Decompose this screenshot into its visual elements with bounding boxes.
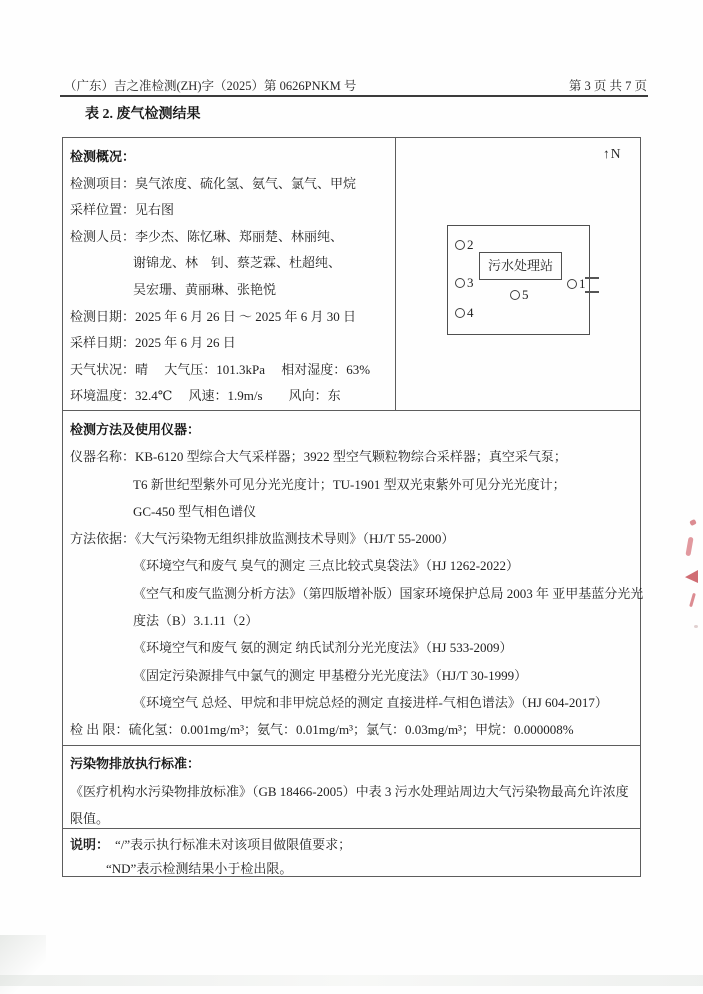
result-table	[62, 137, 644, 877]
overview-line-location: 采样位置：见右图	[70, 202, 175, 218]
methods-line-basis-cont: 《环境空气和废气 氨的测定 纳氏试剂分光光度法》（HJ 533-2009）	[133, 640, 513, 656]
sampling-point	[455, 238, 474, 251]
overview-heading: 检测概况：	[70, 149, 136, 164]
methods-line-basis-cont: 度法（B）3.1.11（2）	[133, 613, 259, 629]
sampling-point-circle-icon	[455, 278, 465, 288]
methods-line-basis-cont: 《环境空气 总烃、甲烷和非甲烷总烃的测定 直接进样-气相色谱法》（HJ 604-2017）	[133, 694, 608, 710]
methods-line-detection-limit: 检 出 限：硫化氢：0.001mg/m³；氨气：0.01mg/m³；氯气：0.03mg/m³；甲烷：0.000008%	[70, 722, 574, 738]
overview-line-temperature: 环境温度：32.4℃ 风速：1.9m/s 风向：东	[70, 388, 341, 404]
note-line: “ND”表示检测结果小于检出限。	[106, 861, 293, 876]
scan-artifact	[0, 975, 703, 986]
sampling-point-label: 4	[467, 305, 474, 320]
overview-line-staff-cont: 谢锦龙、林 钊、蔡芝霖、杜超纯、	[133, 255, 342, 271]
north-indicator	[603, 146, 622, 162]
stamp-fragment-icon	[685, 570, 698, 583]
sampling-point	[567, 277, 586, 290]
north-label: N	[610, 146, 622, 161]
station-label-box: 污水处理站	[479, 252, 562, 280]
report-number: （广东）吉之准检测(ZH)字（2025）第 0626PNKM 号	[64, 79, 357, 93]
sampling-point-label: 5	[522, 287, 529, 302]
stamp-fragment-icon	[689, 593, 696, 607]
sampling-point	[510, 288, 529, 301]
stamp-fragment-icon	[689, 519, 697, 526]
sampling-point-label: 1	[579, 276, 586, 291]
sampling-point-circle-icon	[510, 290, 520, 300]
sampling-point-circle-icon	[455, 308, 465, 318]
overview-line-test-date: 检测日期：2025 年 6 月 26 日 ～ 2025 年 6 月 30 日	[70, 308, 357, 324]
sampling-point-label: 2	[467, 237, 474, 252]
sampling-point-circle-icon	[567, 279, 577, 289]
note-text: “/”表示执行标准未对该项目做限值要求；	[115, 837, 352, 852]
sampling-point	[455, 276, 474, 289]
document-header	[64, 76, 647, 94]
standards-body: 《医疗机构水污染物排放标准》（GB 18466-2005）中表 3 污水处理站周边大气污染物最高允许浓度限值。	[70, 783, 629, 827]
gate-tick	[585, 277, 599, 279]
methods-line-basis: 方法依据：《大气污染物无组织排放监测技术导则》（HJ/T 55-2000）	[70, 531, 455, 547]
standards-row	[63, 745, 640, 828]
standards-heading: 污染物排放执行标准：	[70, 756, 201, 771]
sampling-map	[396, 138, 640, 410]
methods-line-instruments-cont: GC-450 型气相色谱仪	[133, 503, 257, 519]
stamp-fragment-icon	[685, 537, 693, 557]
overview-row	[63, 138, 640, 410]
sampling-point	[455, 306, 474, 319]
methods-heading: 检测方法及使用仪器：	[70, 422, 201, 437]
methods-row	[63, 410, 644, 745]
stamp-fragment-icon	[694, 625, 698, 628]
sampling-point-label: 3	[467, 275, 474, 290]
page-indicator: 第 3 页 共 7 页	[568, 79, 647, 93]
overview-line-weather: 天气状况：晴 大气压：101.3kPa 相对湿度：63%	[70, 361, 371, 377]
methods-line-instruments: 仪器名称：KB-6120 型综合大气采样器；3922 型空气颗粒物综合采样器；真空采气泵；	[70, 449, 567, 465]
methods-line-basis-cont: 《空气和废气监测分析方法》（第四版增补版）国家环境保护总局 2003 年 亚甲基蓝分光光	[133, 585, 644, 601]
notes-label: 说明：	[70, 837, 110, 852]
overview-line-items: 检测项目：臭气浓度、硫化氢、氨气、氯气、甲烷	[70, 175, 357, 191]
north-arrow-icon: ↑	[603, 146, 611, 161]
overview-line-sample-date: 采样日期：2025 年 6 月 26 日	[70, 335, 236, 351]
overview-line-staff-cont: 吴宏珊、黄丽琳、张艳悦	[133, 281, 277, 297]
methods-line-basis-cont: 《固定污染源排气中氯气的测定 甲基橙分光光度法》（HJ/T 30-1999）	[133, 667, 528, 683]
gate-tick	[585, 291, 599, 293]
sampling-point-circle-icon	[455, 240, 465, 250]
notes-row	[63, 828, 640, 876]
header-divider	[60, 95, 648, 97]
overview-line-staff: 检测人员：李少杰、陈忆琳、郑丽楚、林丽纯、	[70, 228, 344, 244]
methods-line-instruments-cont: T6 新世纪型紫外可见分光光度计；TU-1901 型双光束紫外可见分光光度计；	[133, 476, 566, 492]
overview-cell	[63, 138, 396, 410]
methods-line-basis-cont: 《环境空气和废气 臭气的测定 三点比较式臭袋法》（HJ 1262-2022）	[133, 558, 520, 574]
note-line	[70, 833, 634, 857]
table-title: 表 2. 废气检测结果	[85, 107, 201, 122]
